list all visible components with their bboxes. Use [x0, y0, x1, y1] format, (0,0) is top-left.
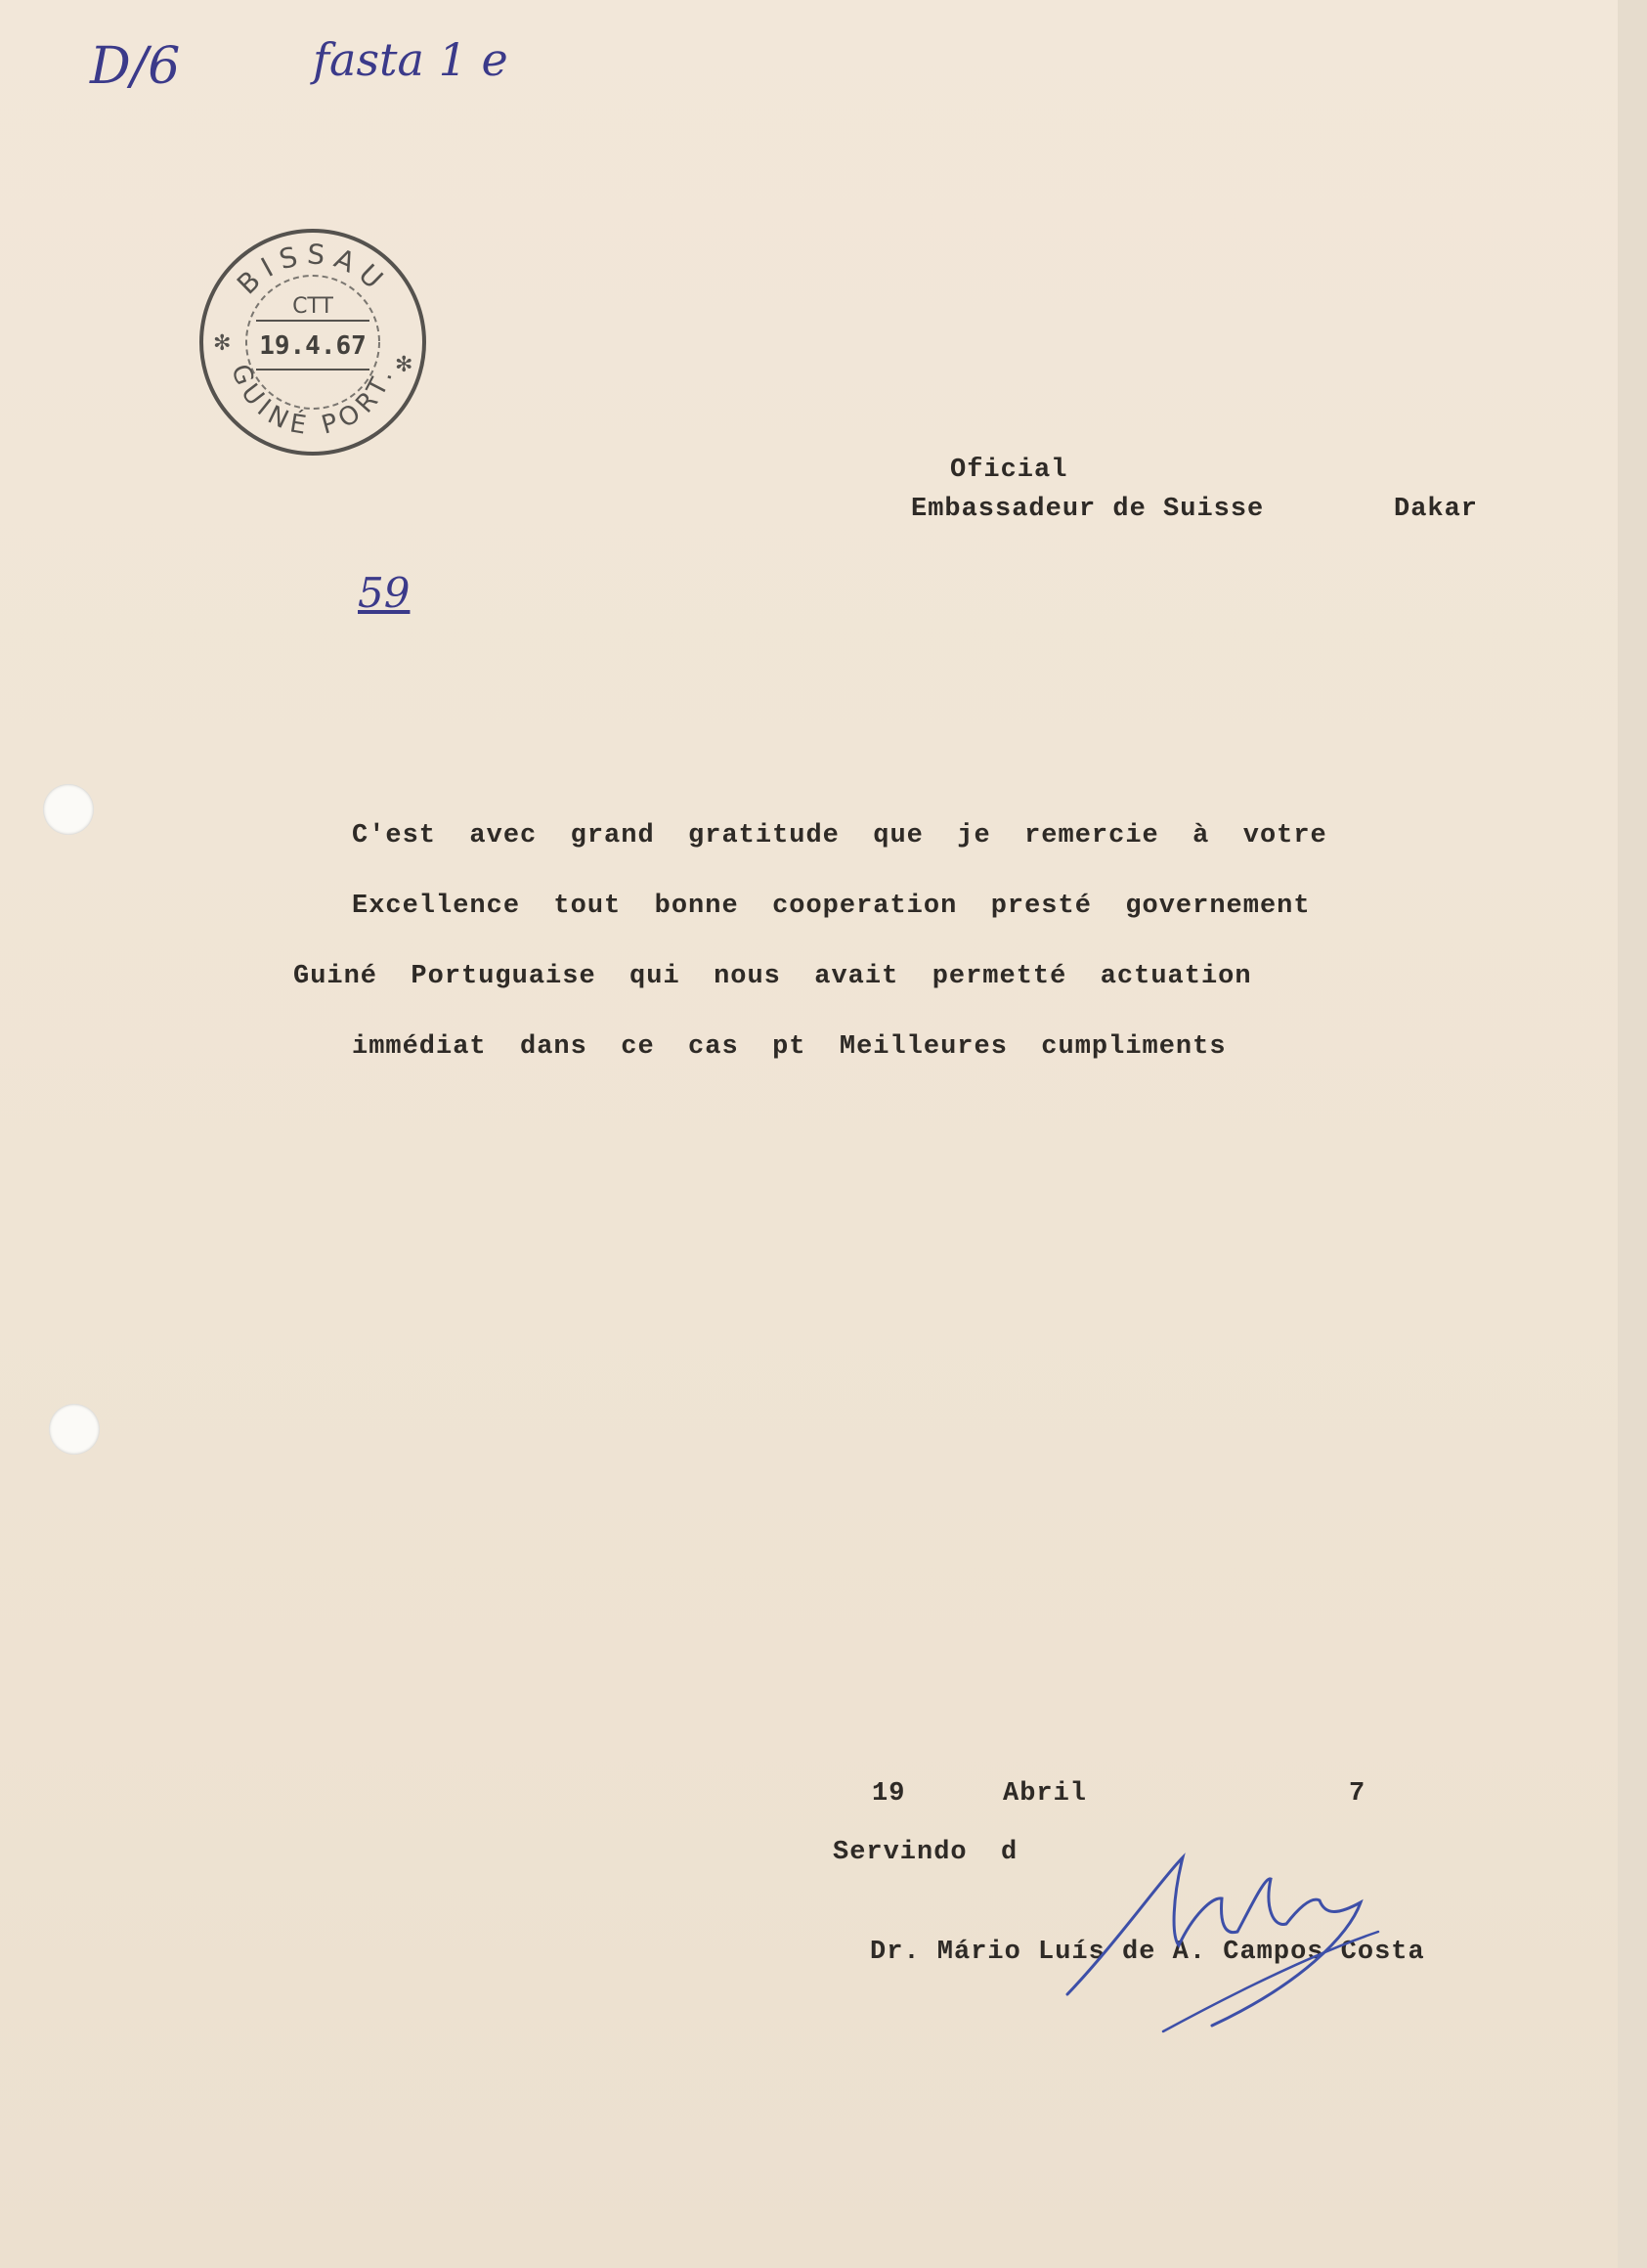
signatory-name: Dr. Mário Luís de A. Campos Costa [870, 1938, 1425, 1967]
handwritten-note: fasta 1 e [313, 33, 508, 86]
header-city: Dakar [1394, 495, 1479, 524]
stamp-bottom-text: GUINÉ PORT. [225, 360, 401, 442]
handwritten-reference: D/6 [90, 37, 181, 96]
stamp-center-text: CTT [292, 294, 333, 319]
handwritten-signature [1056, 1838, 1447, 2033]
body-line-4: immédiat dans ce cas pt Meilleures cumpliments [352, 1032, 1227, 1062]
punch-hole-bottom [49, 1404, 100, 1455]
stamp-star-right-icon: ✻ [395, 353, 413, 377]
body-line-2: Excellence tout bonne cooperation presté governement [352, 892, 1311, 921]
stamp-top-text: BISSAU [231, 238, 395, 301]
header-oficial: Oficial [950, 456, 1068, 485]
page-edge [1618, 0, 1647, 2268]
header-recipient: Embassadeur de Suisse [911, 495, 1265, 524]
date-month: Abril [1003, 1779, 1088, 1809]
punch-hole-top [43, 784, 94, 835]
servindo-line: Servindo d [833, 1838, 1019, 1867]
handwritten-number: 59 [358, 569, 411, 617]
stamp-star-left-icon: ✻ [213, 331, 232, 356]
date-day: 19 [872, 1779, 906, 1809]
postmark-stamp [195, 225, 430, 459]
stamp-date: 19.4.67 [259, 331, 367, 361]
svg-text:GUINÉ PORT. [225, 361, 400, 442]
body-line-3: Guiné Portuguaise qui nous avait permetté actuation [293, 962, 1252, 991]
body-line-1: C'est avec grand gratitude que je remercie à votre [352, 821, 1327, 850]
date-year: 7 [1349, 1779, 1366, 1809]
